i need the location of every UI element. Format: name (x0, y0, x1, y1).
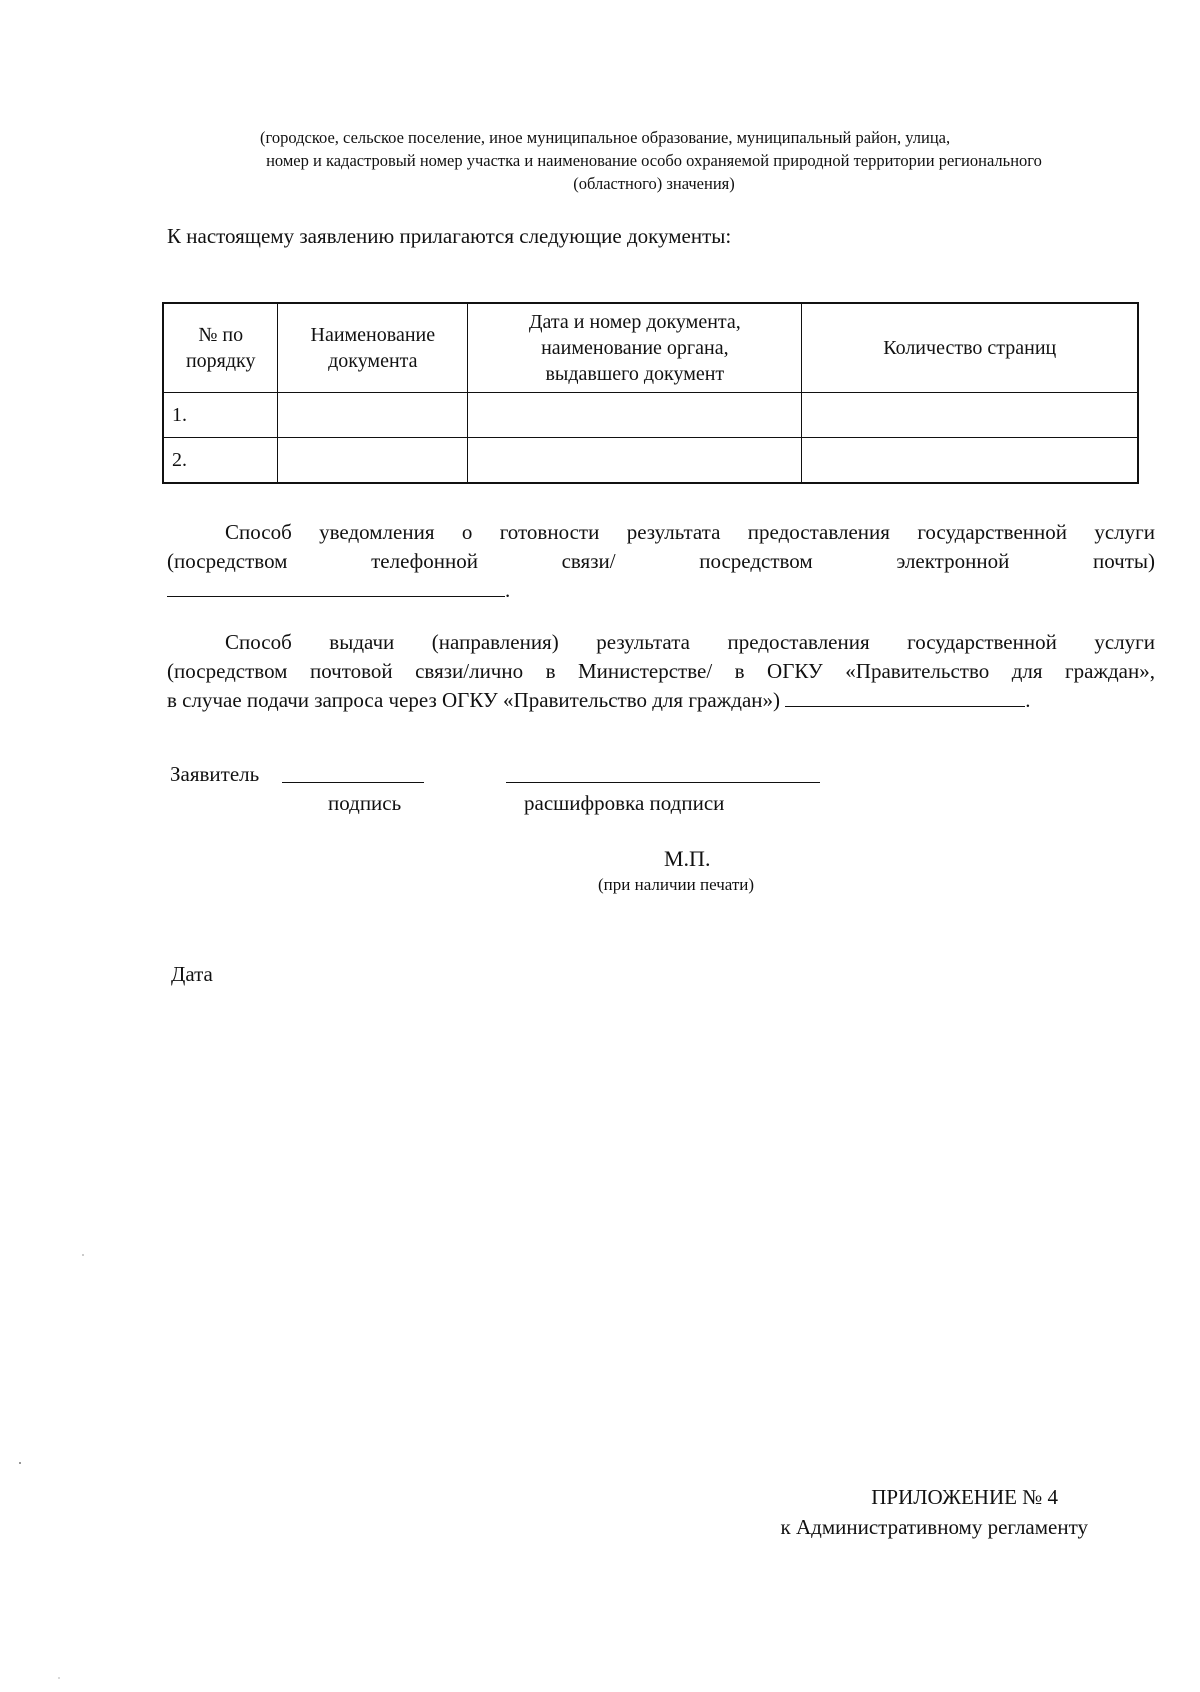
header-document-name: Наименование документа (278, 303, 468, 393)
address-caption-line-3: (областного) значения) (573, 174, 735, 193)
signature-caption: подпись (328, 791, 402, 815)
date-label: Дата (171, 962, 213, 986)
notification-period: . (505, 578, 511, 602)
header-page-count: Количество страниц (802, 303, 1138, 393)
table-header-row (163, 303, 1138, 393)
appendix-subtitle: к Административному регламенту (780, 1515, 1088, 1539)
signature-decryption-field[interactable] (506, 762, 820, 783)
delivery-line-1 (167, 628, 1155, 657)
table-row (163, 393, 1138, 438)
delivery-line-2: (посредством почтовой связи/лично в Министерстве/ в ОГКУ «Правительство для граждан», (167, 659, 1155, 683)
address-caption-line-2: номер и кадастровый номер участка и наименование особо охраняемой природной территории регионального (266, 151, 1042, 170)
applicant-label: Заявитель (170, 762, 260, 786)
notification-method-field[interactable] (167, 576, 505, 597)
address-caption (170, 126, 1138, 195)
row-2-date-number-issuer[interactable] (468, 438, 802, 484)
row-1-number: 1. (163, 393, 278, 438)
row-2-number: 2. (163, 438, 278, 484)
row-2-document-name[interactable] (278, 438, 468, 484)
header-date-number-issuer: Дата и номер документа, наименование органа, выдавшего документ (468, 303, 802, 393)
delivery-method-paragraph (167, 628, 1155, 715)
notification-line-1 (167, 518, 1155, 547)
address-caption-line-1: (городское, сельское поселение, иное муниципальное образование, муниципальный район, улица, (260, 128, 951, 147)
delivery-method-field[interactable] (785, 686, 1025, 707)
header-number: № по порядку (163, 303, 278, 393)
delivery-line-3-text: в случае подачи запроса через ОГКУ «Правительство для граждан») (167, 688, 780, 712)
delivery-period: . (1025, 688, 1031, 712)
scan-speck (19, 1462, 21, 1464)
notification-line-1-text: Способ уведомления о готовности результата предоставления государственной услуги (225, 520, 1155, 544)
scan-speck (82, 1254, 84, 1256)
delivery-line-1-text: Способ выдачи (направления) результата предоставления государственной услуги (225, 630, 1155, 654)
notification-line-2: (посредством телефонной связи/ посредством электронной почты) (167, 549, 1155, 573)
delivery-line-3 (167, 686, 1155, 715)
attachments-intro: К настоящему заявлению прилагаются следующие документы: (167, 224, 732, 248)
notification-line-3 (167, 576, 1155, 605)
row-2-page-count[interactable] (802, 438, 1138, 484)
row-1-page-count[interactable] (802, 393, 1138, 438)
signature-decryption-caption: расшифровка подписи (524, 791, 725, 815)
signature-field[interactable] (282, 762, 424, 783)
attachments-table (162, 302, 1139, 484)
appendix-heading (600, 1482, 1088, 1542)
scan-speck (58, 1677, 60, 1679)
row-1-document-name[interactable] (278, 393, 468, 438)
notification-method-paragraph (167, 518, 1155, 605)
row-1-date-number-issuer[interactable] (468, 393, 802, 438)
stamp-label: М.П. (664, 846, 711, 871)
table-row (163, 438, 1138, 484)
appendix-title: ПРИЛОЖЕНИЕ № 4 (871, 1485, 1058, 1509)
stamp-note: (при наличии печати) (598, 875, 755, 894)
